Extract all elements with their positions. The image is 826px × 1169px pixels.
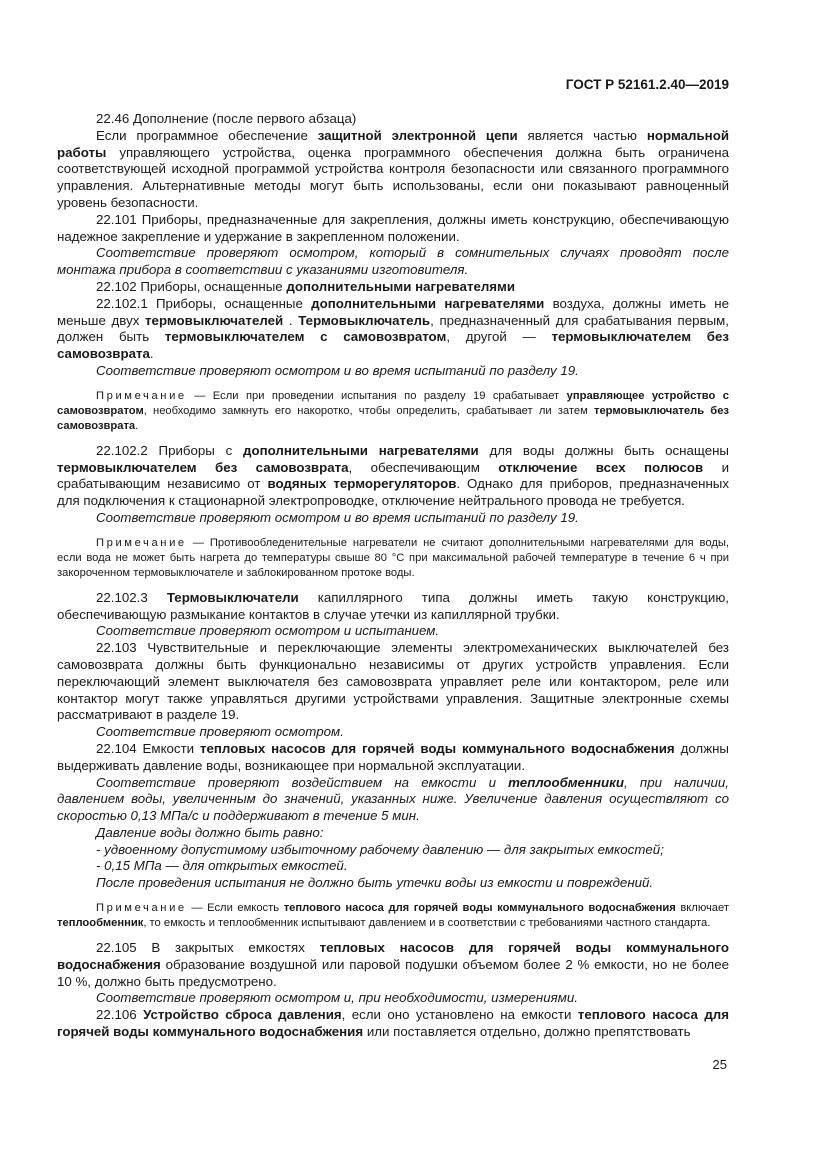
text-run: , то емкость и теплообменник испытывают давлением и в соответствии с требованиями частного стандарта. xyxy=(143,917,711,930)
text-run: После проведения испытания не должно быть утечки воды из емкости и повреждений. xyxy=(96,875,654,891)
note xyxy=(57,901,729,931)
paragraph xyxy=(57,990,729,1007)
text-run: 22.103 Чувствительные и переключающие элементы электромеханических выключателей без самовозврата должны быть функционально независимы от других устройств управления. Если переключающий элемент выключателя без самовозврата управляет реле или контактором, реле или контактор могут также управляться другими устройствами управления. Защитные электронные схемы рассматривают в разделе 19. xyxy=(57,640,729,723)
list-item xyxy=(57,842,729,859)
page-number: 25 xyxy=(712,1057,727,1072)
text-run: . xyxy=(283,312,299,328)
text-run: термовыключателем без самовозврата xyxy=(57,329,729,362)
paragraph xyxy=(57,741,729,775)
text-run: термовыключатель без самовозврата xyxy=(57,404,729,432)
paragraph xyxy=(57,724,729,741)
text-run: должны выдерживать давление воды, возникающее при нормальной эксплуатации. xyxy=(57,740,729,773)
text-run: Устройство сброса давления xyxy=(143,1007,342,1023)
text-run: термовыключателем без самовозврата xyxy=(57,459,349,475)
document-body xyxy=(57,111,730,1041)
text-run: , предназначенный для срабатывания первым, должен быть xyxy=(57,312,729,345)
text-run: — Противообледенительные нагреватели не считают дополнительными нагревателями для воды, если вода не может быть нагрета до температуры свыше 80 °С при максимальной рабочей температуре в течение 6 ч при закороченном термовыключателе и заблокированном протоке воды. xyxy=(57,536,729,579)
text-run: теплообменники xyxy=(508,774,624,790)
text-run: 22.104 Емкости xyxy=(96,740,200,756)
text-run: тепловых насосов для горячей воды коммунального водоснабжения xyxy=(57,940,730,972)
paragraph xyxy=(57,443,729,510)
text-run: Если программное обеспечение xyxy=(96,127,318,143)
paragraph xyxy=(57,128,729,212)
text-run: , при наличии, давлением воды, увеличенным до значений, указанных ниже. Увеличение давления осуществляют со скоростью 0,13 МПа/с и поддерживают в течение 5 мин. xyxy=(57,774,729,824)
text-run: или поставляется отдельно, должно препятствовать xyxy=(363,1024,691,1040)
note-label: Примечание xyxy=(96,902,187,915)
text-run: Соответствие проверяют воздействием на емкости и xyxy=(96,774,509,790)
text-run: 22.102.1 Приборы, оснащенные xyxy=(96,295,312,311)
standard-designation: ГОСТ Р 52161.2.40—2019 xyxy=(565,77,729,92)
text-run: Соответствие проверяют осмотром и, при необходимости, измерениями. xyxy=(96,990,578,1006)
text-run: термовыключателей xyxy=(145,312,284,328)
text-run: дополнительными нагревателями xyxy=(286,278,516,294)
text-run: Соответствие проверяют осмотром и во время испытаний по разделу 19. xyxy=(96,509,579,525)
text-run: является частью xyxy=(517,127,647,143)
paragraph xyxy=(57,510,729,527)
text-run: , обеспечивающим xyxy=(348,459,499,475)
text-run: для воды должны быть оснащены xyxy=(478,442,729,458)
text-run: отключение всех полюсов xyxy=(498,459,704,475)
paragraph xyxy=(57,279,729,296)
note-label: Примечание xyxy=(96,536,187,549)
text-run: термовыключателем с самовозвратом xyxy=(164,329,447,345)
text-run: Давление воды должно быть равно: xyxy=(96,824,324,840)
text-run: , другой — xyxy=(446,329,552,345)
text-run: включает xyxy=(675,902,729,915)
text-run: . xyxy=(135,419,139,432)
text-run: Соответствие проверяют осмотром и испытанием. xyxy=(96,623,440,639)
text-run: 22.46 Дополнение (после первого абзаца) xyxy=(96,111,357,126)
list-item xyxy=(57,858,729,875)
text-run: дополнительными нагревателями xyxy=(311,295,545,311)
text-run: образование воздушной или паровой подушки объемом более 2 % емкости, но не более 10 %, должно быть предусмотрено. xyxy=(57,956,729,989)
text-run: Соответствие проверяют осмотром, который в сомнительных случаях проводят после монтажа прибора в соответствии с указаниями изготовителя. xyxy=(57,245,729,278)
text-run: 22.102.2 Приборы с xyxy=(96,442,243,458)
text-run: управляющего устройства, оценка программного обеспечения должна быть ограничена соответствующей исходной программой устройства контроля безопасности или связанного программного управления. Альтернативные методы могут быть использованы, если они показывают равноценный уровень безопасности. xyxy=(57,144,729,210)
text-run: дополнительными нагревателями xyxy=(243,442,479,458)
paragraph xyxy=(57,640,729,724)
text-run: . xyxy=(149,346,154,362)
text-run: - удвоенному допустимому избыточному рабочему давлению — для закрытых емкостей; xyxy=(96,841,664,857)
text-run: защитной электронной цепи xyxy=(317,127,518,143)
text-run: теплообменник xyxy=(57,917,144,930)
text-run: 22.101 Приборы, предназначенные для закрепления, должны иметь конструкцию, обеспечивающую надежное закрепление и удержание в закрепленном положении. xyxy=(57,211,729,244)
text-run: воздуха, должны иметь не меньше двух xyxy=(57,295,729,328)
paragraph xyxy=(57,825,729,842)
text-run: теплового насоса для горячей воды коммунального водоснабжения xyxy=(283,902,676,915)
text-run: теплового насоса для горячей воды коммунального водоснабжения xyxy=(57,1007,729,1040)
paragraph xyxy=(57,775,729,825)
paragraph xyxy=(57,1007,729,1041)
text-run: нормальной работы xyxy=(57,127,729,160)
note-label: Примечание xyxy=(96,389,187,402)
paragraph xyxy=(57,590,729,624)
paragraph xyxy=(57,940,729,990)
note xyxy=(57,536,729,581)
text-run: капиллярного типа должны иметь такую конструкцию, обеспечивающую размыкание контактов в случае утечки из капиллярной трубки. xyxy=(57,589,729,622)
paragraph xyxy=(57,212,729,246)
text-run: управляющее устройство с самовозвратом xyxy=(57,389,729,417)
text-run: и срабатывающим независимо от xyxy=(57,459,729,492)
text-run: Термовыключатели xyxy=(166,589,299,605)
text-run: — Если при проведении испытания по разделу 19 срабатывает xyxy=(186,389,567,402)
paragraph xyxy=(57,245,729,279)
text-run: . Однако для приборов, предназначенных для подключения к стационарной электропроводке, отключение нейтрального провода не требуется. xyxy=(57,476,729,509)
text-run: 22.102.3 xyxy=(96,589,167,605)
note xyxy=(57,389,729,434)
text-run: 22.102 Приборы, оснащенные xyxy=(96,278,287,294)
paragraph xyxy=(57,875,729,892)
paragraph xyxy=(57,296,729,363)
text-run: , если оно установлено на емкости xyxy=(341,1007,578,1023)
text-run: Соответствие проверяют осмотром и во время испытаний по разделу 19. xyxy=(96,362,579,378)
paragraph xyxy=(57,111,729,128)
text-run: Соответствие проверяют осмотром. xyxy=(96,724,344,740)
text-run: , необходимо замкнуть его накоротко, чтобы определить, срабатывает ли затем xyxy=(143,404,594,417)
text-run: — Если емкость xyxy=(186,902,284,915)
text-run: 22.106 xyxy=(96,1007,144,1023)
text-run: - 0,15 МПа — для открытых емкостей. xyxy=(96,858,348,874)
text-run: 22.105 В закрытых емкостях xyxy=(96,940,320,956)
text-run: водяных терморегуляторов xyxy=(267,476,457,492)
paragraph xyxy=(57,623,729,640)
text-run: тепловых насосов для горячей воды коммунального водоснабжения xyxy=(199,740,675,756)
text-run: Термовыключатель xyxy=(298,312,431,328)
paragraph xyxy=(57,363,729,380)
